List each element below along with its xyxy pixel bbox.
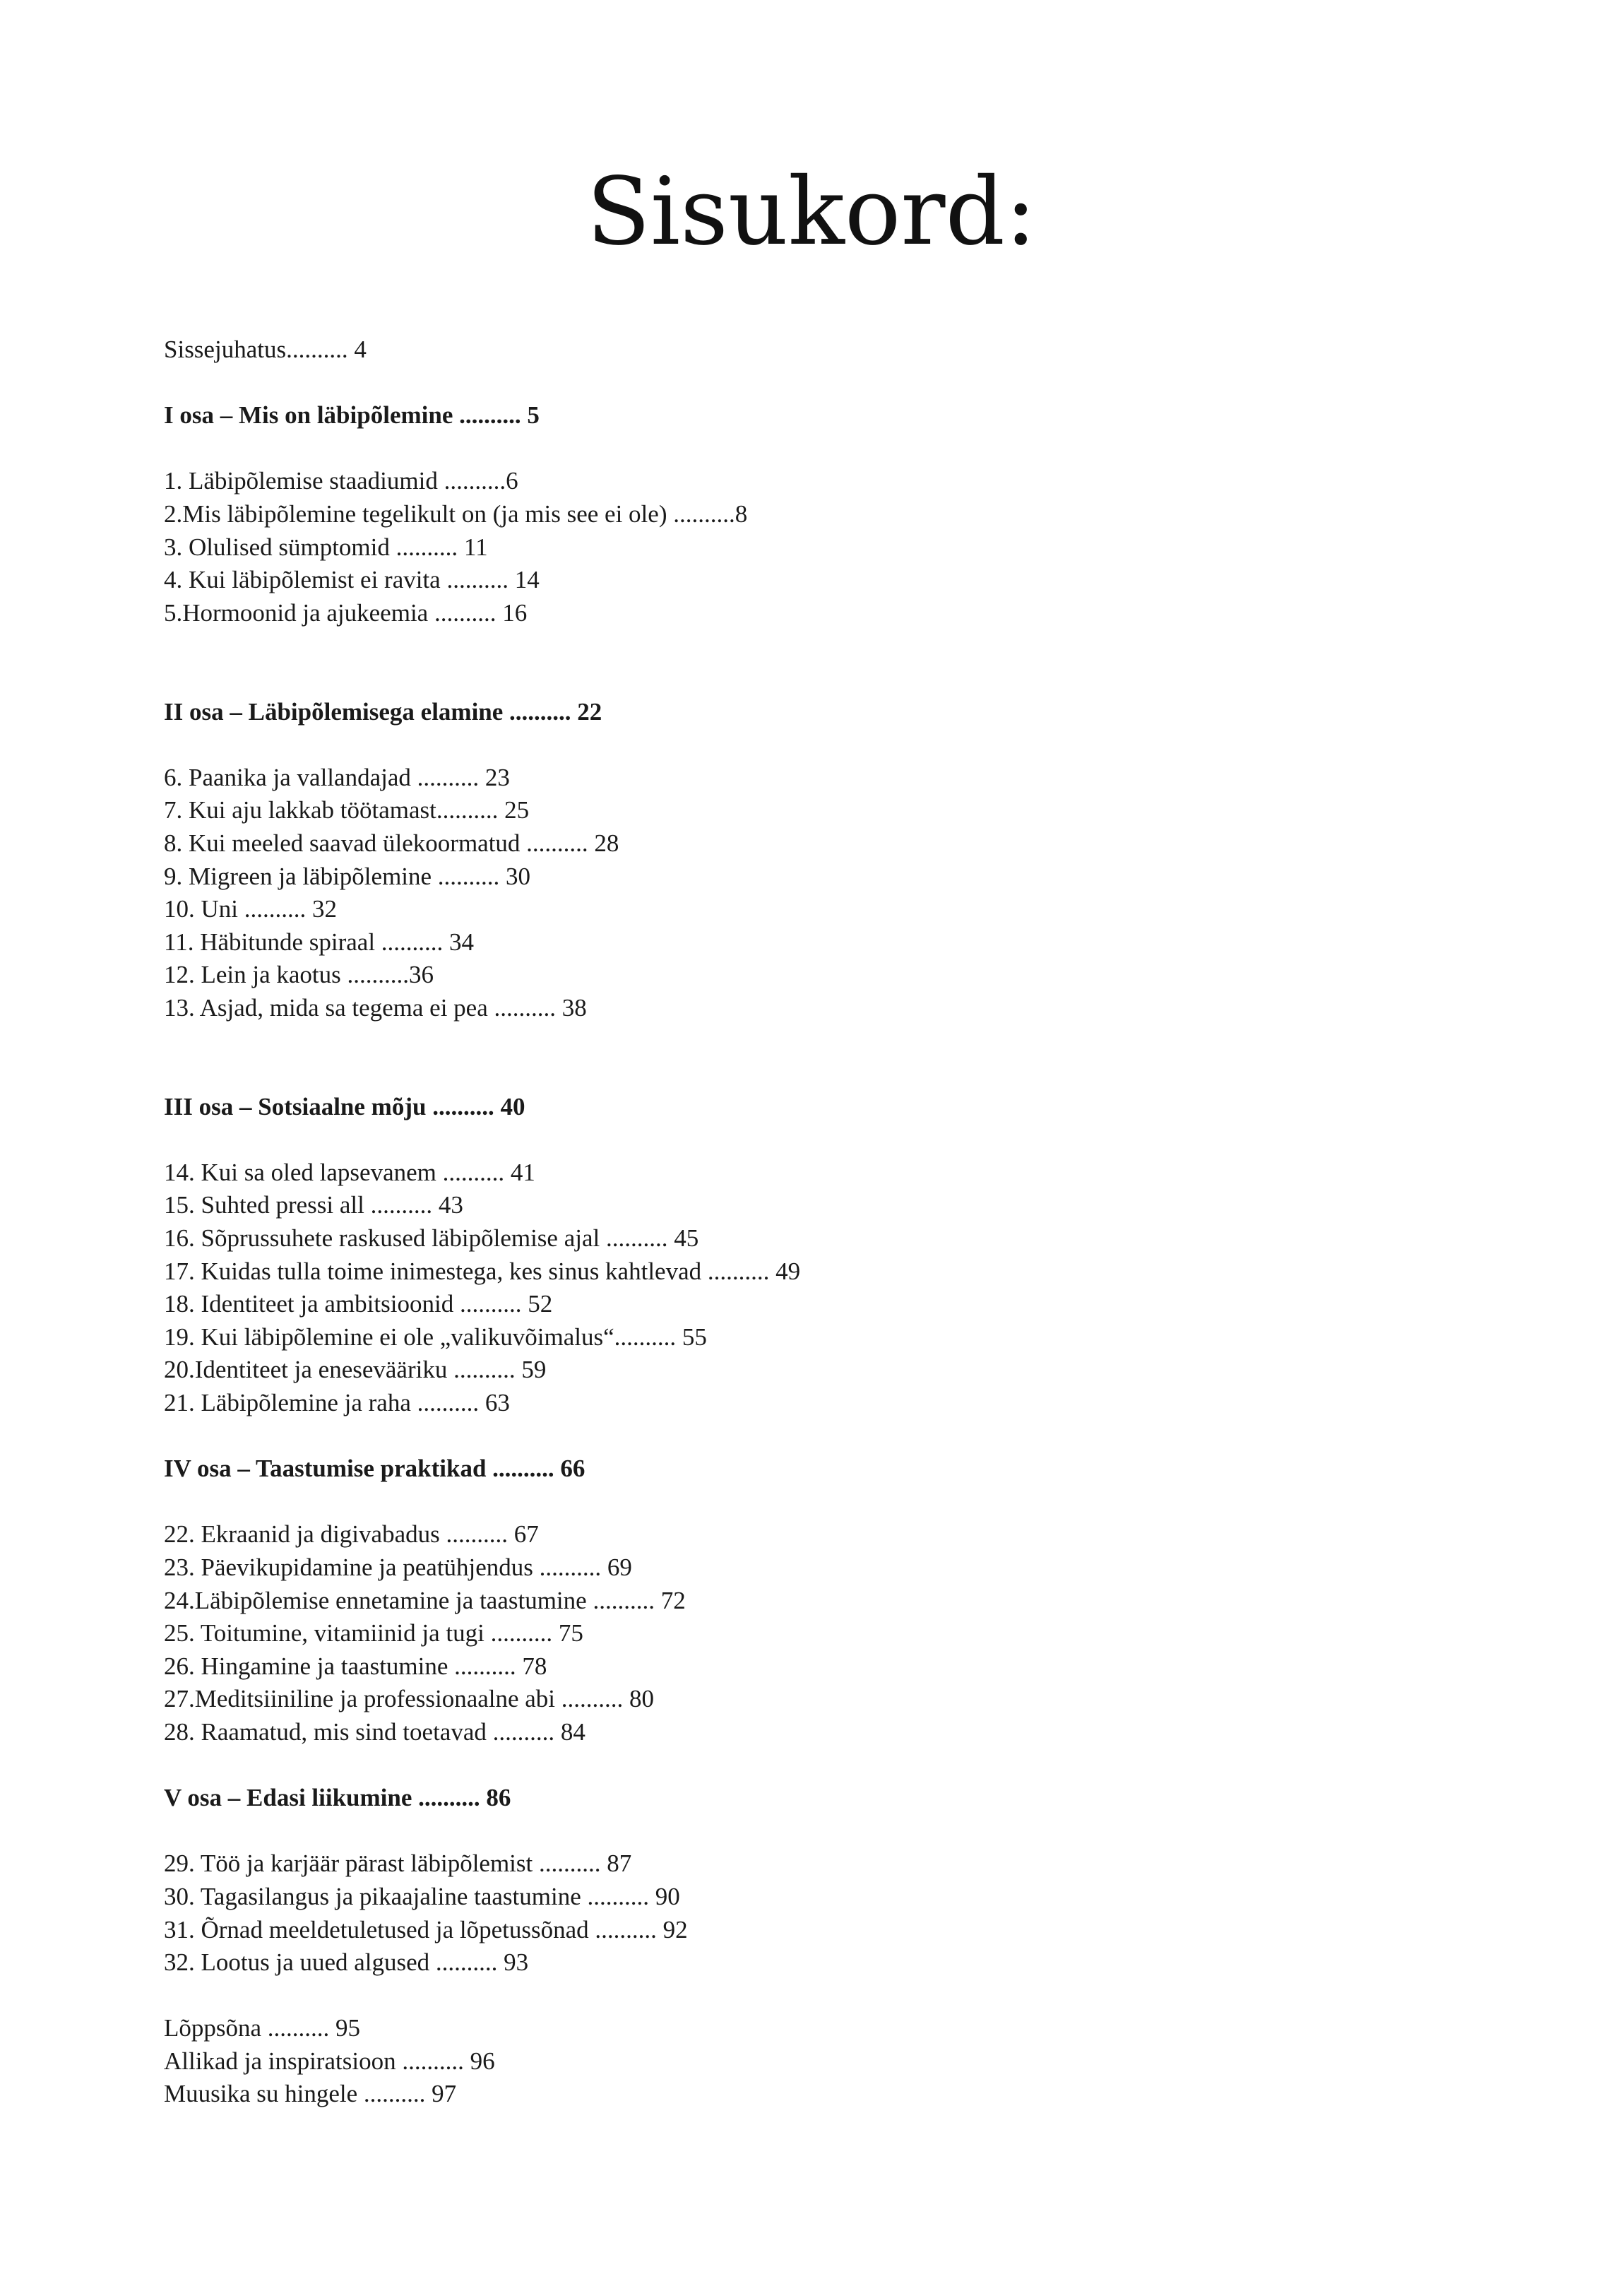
toc-entry: 26. Hingamine ja taastumine .......... 78	[164, 1652, 547, 1680]
toc-entry: 11. Häbitunde spiraal .......... 34	[164, 928, 475, 956]
table-of-contents	[164, 333, 1506, 2111]
toc-entry: 13. Asjad, mida sa tegema ei pea .......... 38	[164, 993, 587, 1022]
toc-entry: 6. Paanika ja vallandajad .......... 23	[164, 763, 510, 791]
toc-entry: 27.Meditsiiniline ja professionaalne abi .......... 80	[164, 1685, 655, 1713]
toc-entry: 18. Identiteet ja ambitsioonid .......... 52	[164, 1290, 553, 1318]
toc-part-heading: V osa – Edasi liikumine .......... 86	[164, 1784, 511, 1812]
toc-entry: 32. Lootus ja uued algused .......... 93	[164, 1948, 529, 1977]
toc-entry: 17. Kuidas tulla toime inimestega, kes sinus kahtlevad .......... 49	[164, 1257, 801, 1285]
toc-entry: 2.Mis läbipõlemine tegelikult on (ja mis see ei ole) ..........8	[164, 499, 748, 528]
toc-entry-closing: Muusika su hingele .......... 97	[164, 2080, 457, 2108]
toc-entry: 28. Raamatud, mis sind toetavad .......... 84	[164, 1717, 585, 1746]
toc-entry: 1. Läbipõlemise staadiumid ..........6	[164, 467, 518, 495]
toc-entry: 31. Õrnad meeldetuletused ja lõpetussõnad .......... 92	[164, 1915, 688, 1943]
toc-entry-closing: Allikad ja inspiratsioon .......... 96	[164, 2047, 495, 2075]
toc-entry: 3. Olulised sümptomid .......... 11	[164, 533, 488, 561]
toc-entry-closing: Lõppsõna .......... 95	[164, 2014, 361, 2042]
toc-part-heading: II osa – Läbipõlemisega elamine .......... 22	[164, 697, 602, 726]
toc-entry: 24.Läbipõlemise ennetamine ja taastumine .......... 72	[164, 1586, 686, 1614]
toc-entry: 5.Hormoonid ja ajukeemia .......... 16	[164, 598, 528, 627]
toc-entry: 12. Lein ja kaotus ..........36	[164, 961, 434, 989]
toc-entry: 19. Kui läbipõlemine ei ole „valikuvõimalus“.......... 55	[164, 1322, 707, 1351]
toc-entry: 4. Kui läbipõlemist ei ravita .......... 14	[164, 566, 540, 594]
toc-entry: 10. Uni .......... 32	[164, 895, 337, 923]
toc-entry: 22. Ekraanid ja digivabadus .......... 67	[164, 1520, 539, 1549]
toc-entry: 14. Kui sa oled lapsevanem .......... 41	[164, 1158, 535, 1186]
toc-entry: 20.Identiteet ja enesevääriku .......... 59	[164, 1356, 547, 1384]
toc-entry: 23. Päevikupidamine ja peatühjendus .......... 69	[164, 1553, 632, 1581]
toc-entry: 25. Toitumine, vitamiinid ja tugi .......... 75	[164, 1619, 583, 1647]
toc-entry: 21. Läbipõlemine ja raha .......... 63	[164, 1389, 510, 1416]
toc-entry-intro: Sissejuhatus.......... 4	[164, 336, 367, 363]
toc-part-heading: IV osa – Taastumise praktikad .......... 66	[164, 1455, 585, 1483]
toc-entry: 30. Tagasilangus ja pikaajaline taastumine .......... 90	[164, 1882, 680, 1910]
toc-entry: 8. Kui meeled saavad ülekoormatud .......... 28	[164, 829, 619, 857]
toc-entry: 9. Migreen ja läbipõlemine .......... 30	[164, 862, 531, 890]
toc-part-heading: I osa – Mis on läbipõlemine .......... 5	[164, 401, 540, 430]
toc-entry: 29. Töö ja karjäär pärast läbipõlemist .......... 87	[164, 1850, 632, 1878]
page-title: Sisukord:	[586, 158, 1037, 266]
toc-entry: 15. Suhted pressi all .......... 43	[164, 1191, 463, 1219]
toc-entry: 7. Kui aju lakkab töötamast.......... 25	[164, 796, 530, 824]
toc-entry: 16. Sõprussuhete raskused läbipõlemise ajal .......... 45	[164, 1224, 699, 1253]
toc-part-heading: III osa – Sotsiaalne mõju .......... 40	[164, 1092, 525, 1120]
